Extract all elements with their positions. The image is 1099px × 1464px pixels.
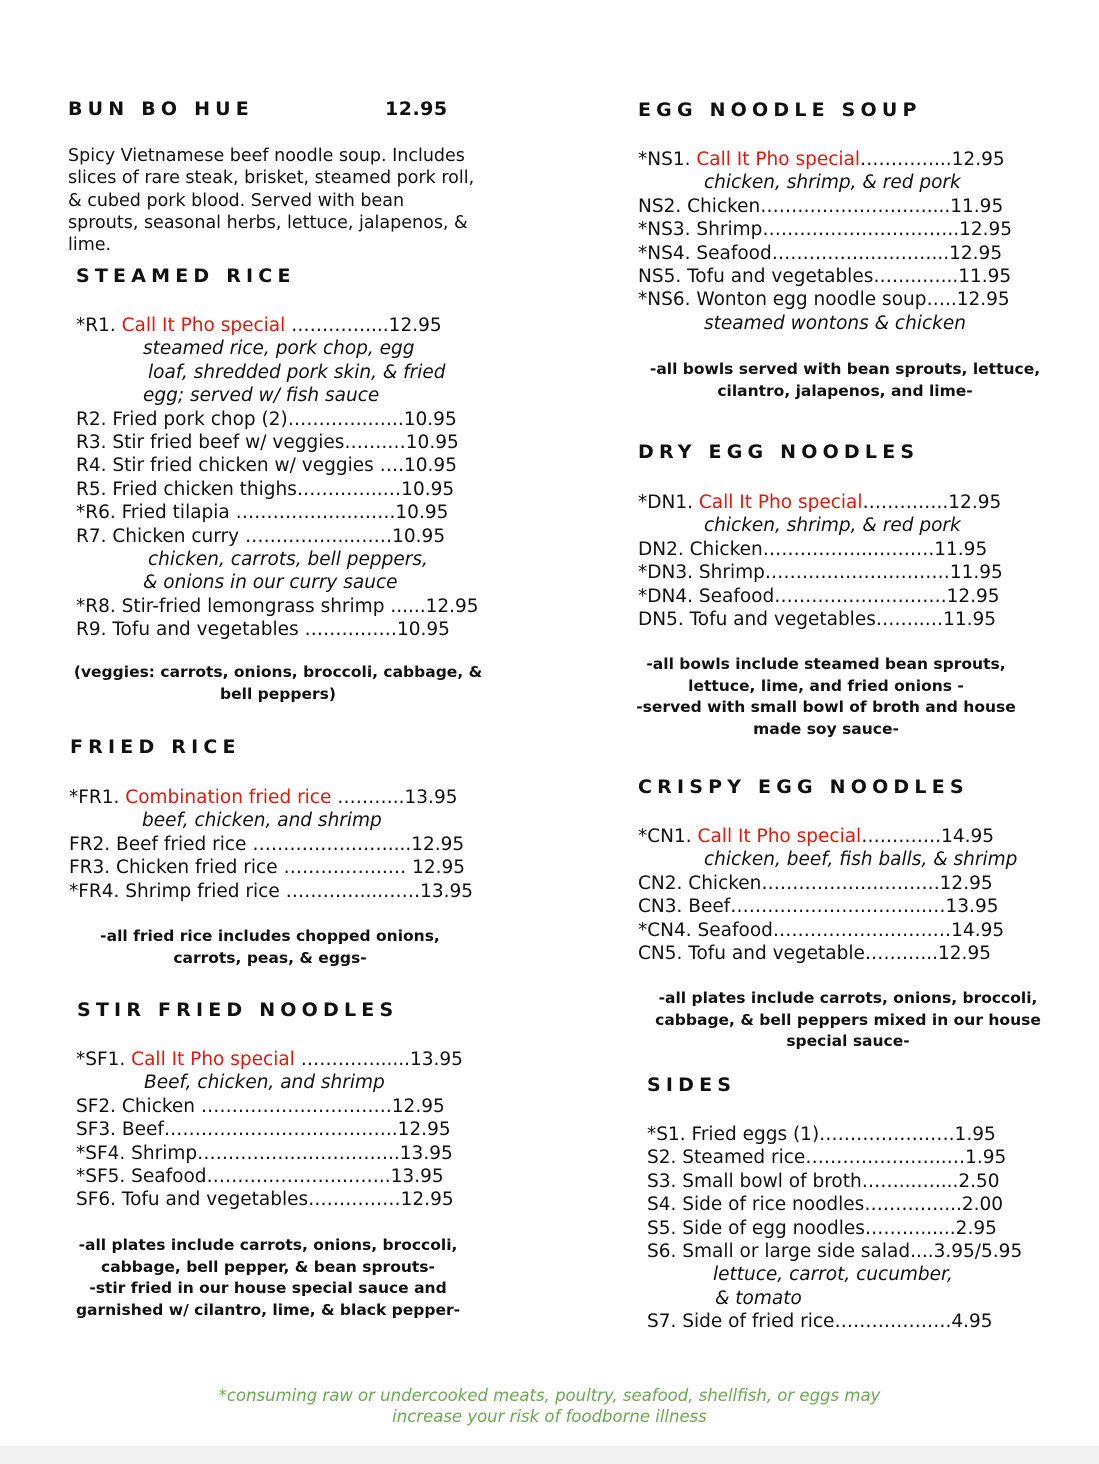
item-price: ………..13.95 [331, 787, 458, 808]
item-price: …………......13.95 [294, 1049, 463, 1070]
description-line: slices of rare steak, brisket, steamed pork roll, [68, 168, 475, 189]
note-line: carrots, peas, & eggs- [173, 948, 367, 967]
dry-egg-noodles-heading: DRY EGG NOODLES [638, 441, 920, 463]
menu-item: S4. Side of rice noodles…………....2.00 [647, 1194, 1004, 1216]
menu-item: *SF4. Shrimp…………….……………..13.95 [76, 1142, 453, 1164]
item-detail: steamed wontons & chicken [704, 312, 966, 334]
item-price: …………...12.95 [860, 149, 1005, 170]
note-line: -all plates include carrots, onions, broccoli, [78, 1236, 458, 1254]
item-code: *FR1. [69, 787, 126, 808]
item-special-name: Call It Pho special [698, 492, 863, 513]
item-detail: chicken, beef, fish balls, & shrimp [704, 849, 1018, 871]
crispy-egg-noodles-heading: CRISPY EGG NOODLES [638, 776, 969, 798]
bottom-strip [0, 1446, 1099, 1464]
note-line: garnished w/ cilantro, lime, & black pepper- [75, 1300, 461, 1319]
menu-item: CN3. Beef…………………………..…13.95 [638, 896, 999, 918]
item-special-name: Combination fried rice [125, 787, 332, 808]
menu-item [638, 491, 1003, 514]
menu-item: FR2. Beef fried rice …………….……....12.95 [69, 833, 465, 855]
egg-noodle-soup-list [638, 148, 1012, 335]
fried-rice-heading: FRIED RICE [70, 736, 241, 758]
description-line: Spicy Vietnamese beef noodle soup. Includes [68, 146, 465, 166]
item-price: …………..12.95 [862, 492, 1002, 513]
egg-noodle-soup-note [635, 359, 1055, 402]
menu-item: S2. Steamed rice…………………..…1.95 [647, 1147, 1007, 1169]
dry-egg-noodles-list [638, 491, 1003, 631]
menu-item: R7. Chicken curry ……………...……10.95 [76, 525, 446, 547]
item-detail: Beef, chicken, and shrimp [144, 1072, 385, 1094]
note-line: -stir fried in our house special sauce and [89, 1279, 447, 1297]
menu-item: R4. Stir fried chicken w/ veggies ….10.95 [76, 455, 457, 477]
description-line: lime. [68, 235, 112, 256]
disclaimer-line: increase your risk of foodborne illness [392, 1407, 707, 1426]
note-line: special sauce- [786, 1032, 910, 1050]
crispy-egg-noodles-list [638, 825, 1017, 965]
item-price: ………….14.95 [861, 826, 995, 847]
menu-item: DN2. Chicken……………...……….11.95 [638, 538, 988, 560]
menu-item: *R6. Fried tilapia ……………….…….10.95 [76, 502, 449, 524]
item-code: *SF1. [76, 1049, 132, 1070]
menu-item: S6. Small or large side salad....3.95/5.95 [647, 1241, 1023, 1263]
menu-item: *R8. Stir-fried lemongrass shrimp ......12.95 [76, 595, 479, 617]
egg-noodle-soup-heading: EGG NOODLE SOUP [638, 99, 922, 121]
steamed-rice-heading: STEAMED RICE [76, 265, 296, 287]
item-detail: & tomato [715, 1287, 802, 1309]
menu-item: FR3. Chicken fried rice ……………..… 12.95 [69, 857, 466, 879]
menu-item: *FR4. Shrimp fried rice …………....……13.95 [69, 880, 474, 902]
fried-rice-note [60, 926, 480, 969]
menu-item: *DN3. Shrimp…………………………11.95 [638, 562, 1003, 584]
item-special-name: Call It Pho special [697, 826, 862, 847]
menu-item: *SF5. Seafood………………….……..13.95 [76, 1166, 444, 1188]
item-detail: lettuce, carrot, cucumber, [713, 1264, 953, 1286]
item-detail: & onions in our curry sauce [143, 572, 398, 594]
menu-item [69, 786, 473, 809]
menu-item: SF3. Beef………………………………..12.95 [76, 1119, 451, 1141]
item-detail: chicken, shrimp, & red pork [704, 515, 961, 537]
stir-fried-noodles-heading: STIR FRIED NOODLES [77, 999, 399, 1021]
item-code: *R1. [76, 315, 122, 336]
dry-egg-noodles-note [616, 654, 1036, 740]
item-code: *CN1. [638, 826, 698, 847]
note-line: -all fried rice includes chopped onions, [100, 927, 440, 945]
fried-rice-list [69, 786, 473, 903]
item-detail: loaf, shredded pork skin, & fried [148, 361, 446, 383]
item-detail: steamed rice, pork chop, egg [143, 338, 415, 360]
item-detail: beef, chicken, and shrimp [142, 810, 382, 832]
note-line: -all bowls served with bean sprouts, lettuce, [649, 360, 1041, 378]
menu-item: SF6. Tofu and vegetables……………12.95 [76, 1189, 454, 1211]
menu-item: *NS6. Wonton egg noodle soup…..12.95 [638, 289, 1010, 311]
bun-bo-hue-heading: BUN BO HUE [68, 98, 254, 120]
bun-bo-hue-description [68, 145, 474, 256]
menu-item: R5. Fried chicken thighs…………..…10.95 [76, 478, 455, 500]
item-special-name: Call It Pho special [696, 149, 861, 170]
stir-fried-noodles-list [76, 1048, 463, 1212]
health-disclaimer [0, 1385, 1099, 1427]
menu-item: *DN4. Seafood……………………….12.95 [638, 585, 1000, 607]
menu-item: R3. Stir fried beef w/ veggies…….…10.95 [76, 432, 459, 454]
item-price: …………....12.95 [285, 315, 442, 336]
menu-item: R2. Fried pork chop (2)…………..…..10.95 [76, 408, 457, 430]
item-special-name: Call It Pho special [131, 1049, 295, 1070]
menu-item [638, 825, 1017, 848]
description-line: sprouts, seasonal herbs, lettuce, jalapenos, & [68, 212, 468, 233]
item-special-name: Call It Pho special [121, 315, 286, 336]
menu-item: S5. Side of egg noodles………......2.95 [647, 1217, 997, 1239]
item-detail: egg; served w/ fish sauce [143, 385, 380, 407]
steamed-rice-note [68, 662, 488, 705]
note-line: made soy sauce- [753, 719, 899, 738]
crispy-egg-noodles-note [638, 988, 1058, 1053]
item-code: *NS1. [638, 149, 697, 170]
menu-item: CN2. Chicken……………….……….12.95 [638, 872, 993, 894]
item-detail: chicken, carrots, bell peppers, [148, 549, 428, 571]
note-line: cabbage, & bell peppers mixed in our house [655, 1010, 1041, 1029]
menu-item: R9. Tofu and vegetables ……………10.95 [76, 619, 450, 641]
note-line: -all plates include carrots, onions, broccoli, [658, 989, 1038, 1007]
menu-item: NS5. Tofu and vegetables……..…...11.95 [638, 266, 1012, 288]
sides-heading: SIDES [647, 1074, 737, 1096]
menu-item: S7. Side of fried rice……………….4.95 [647, 1311, 993, 1333]
menu-item: *NS4. Seafood…………….….……...12.95 [638, 242, 1003, 264]
note-line: cabbage, bell pepper, & bean sprouts- [101, 1257, 435, 1276]
bun-bo-hue-price: 12.95 [385, 98, 448, 120]
description-line: & cubed pork blood. Served with bean [68, 190, 405, 211]
item-code: *DN1. [638, 492, 699, 513]
menu-item [638, 148, 1012, 171]
menu-item: *NS3. Shrimp…………………………..12.95 [638, 219, 1013, 241]
steamed-rice-list [76, 314, 479, 642]
menu-item [76, 314, 479, 337]
note-line: cilantro, jalapenos, and lime- [717, 381, 973, 400]
item-detail: chicken, shrimp, & red pork [704, 172, 961, 194]
sides-list [647, 1123, 1022, 1334]
menu-item: DN5. Tofu and vegetables……..…11.95 [638, 609, 997, 631]
note-line: -all bowls include steamed bean sprouts, [646, 655, 1006, 673]
disclaimer-line: *consuming raw or undercooked meats, poultry, seafood, shellfish, or eggs may [218, 1386, 881, 1405]
note-line: bell peppers) [220, 684, 336, 703]
menu-item: SF2. Chicken ………………………….12.95 [76, 1095, 445, 1117]
menu-item [76, 1048, 463, 1071]
stir-fried-noodles-note [58, 1235, 478, 1321]
note-line: -served with small bowl of broth and house [636, 698, 1016, 716]
menu-item: *S1. Fried eggs (1)………………….1.95 [647, 1124, 996, 1145]
menu-item: NS2. Chicken………………………....11.95 [638, 195, 1004, 217]
note-line: lettuce, lime, and fried onions - [688, 676, 964, 695]
menu-item: CN5. Tofu and vegetable………...12.95 [638, 943, 991, 965]
note-line: (veggies: carrots, onions, broccoli, cabbage, & [73, 663, 483, 681]
menu-item: S3. Small bowl of broth……...…....2.50 [647, 1170, 1000, 1192]
menu-item: *CN4. Seafood……………….…….…14.95 [638, 919, 1005, 941]
